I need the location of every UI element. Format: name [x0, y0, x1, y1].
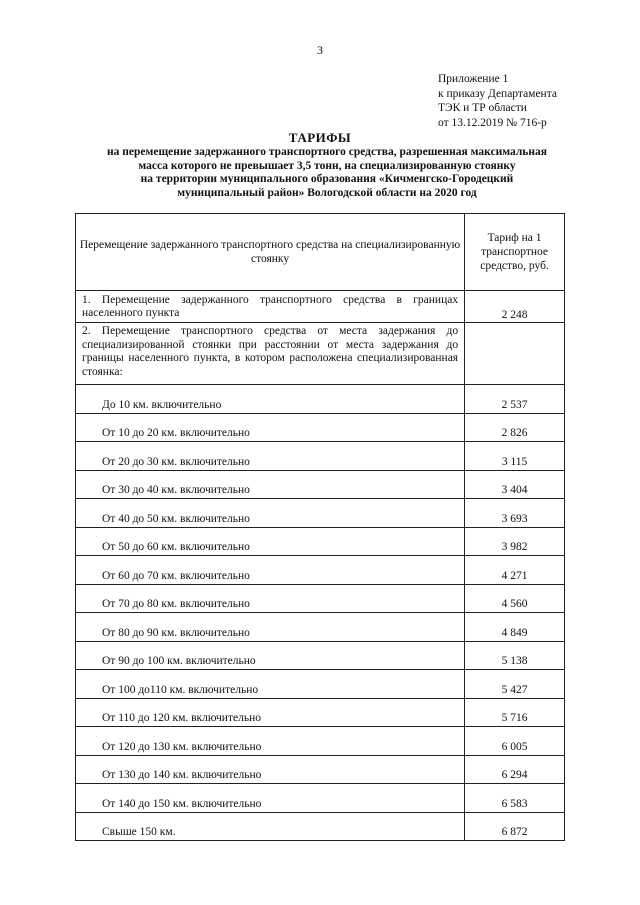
table-row — [76, 584, 565, 613]
table-row — [76, 323, 565, 385]
document-title: ТАРИФЫ — [288, 130, 352, 145]
table-row — [76, 670, 565, 699]
table-header-row — [76, 214, 565, 291]
header-tariff: Тариф на 1 транспортное средство, руб. — [465, 214, 565, 291]
table-row — [76, 413, 565, 442]
table-row — [76, 499, 565, 528]
distance-label: От 70 до 80 км. включительно — [76, 584, 465, 613]
distance-label: От 40 до 50 км. включительно — [76, 499, 465, 528]
row-tariff-empty — [465, 323, 565, 385]
distance-label: От 120 до 130 км. включительно — [76, 727, 465, 756]
distance-label: От 20 до 30 км. включительно — [76, 442, 465, 471]
table-row — [76, 641, 565, 670]
document-subtitle — [80, 146, 574, 200]
distance-tariff: 6 583 — [465, 784, 565, 813]
distance-tariff: 3 404 — [465, 470, 565, 499]
distance-tariff: 2 826 — [465, 413, 565, 442]
table-row — [76, 698, 565, 727]
row-description: 2. Перемещение транспортного средства от места задержания до специализированной стоянки при расстоянии от места задержания до границы населенного пункта, в котором расположена специализированная стоянка: — [76, 323, 465, 385]
distance-tariff: 5 138 — [465, 641, 565, 670]
row-description: 1. Перемещение задержанного транспортного средства в границах населенного пункта — [76, 291, 465, 323]
table-row — [76, 784, 565, 813]
page-number: 3 — [317, 43, 323, 57]
distance-label: От 80 до 90 км. включительно — [76, 613, 465, 642]
distance-tariff: 3 693 — [465, 499, 565, 528]
table-row — [76, 613, 565, 642]
distance-label: От 10 до 20 км. включительно — [76, 413, 465, 442]
distance-label: От 30 до 40 км. включительно — [76, 470, 465, 499]
table-row — [76, 442, 565, 471]
distance-tariff: 3 115 — [465, 442, 565, 471]
tariff-table — [75, 213, 565, 841]
distance-tariff: 6 005 — [465, 727, 565, 756]
distance-label: От 60 до 70 км. включительно — [76, 556, 465, 585]
distance-label: От 110 до 120 км. включительно — [76, 698, 465, 727]
distance-tariff: 3 982 — [465, 527, 565, 556]
table-row — [76, 470, 565, 499]
header-description: Перемещение задержанного транспортного средства на специализированную стоянку — [76, 214, 465, 291]
distance-label: Свыше 150 км. — [76, 812, 465, 841]
table-row — [76, 527, 565, 556]
distance-tariff: 6 294 — [465, 755, 565, 784]
distance-label: От 90 до 100 км. включительно — [76, 641, 465, 670]
row-tariff: 2 248 — [465, 291, 565, 323]
appendix-line: ТЭК и ТР области — [438, 102, 527, 114]
subtitle-line: на территории муниципального образования «Кичменгско-Городецкий — [140, 173, 514, 186]
table-row — [76, 727, 565, 756]
distance-label: От 140 до 150 км. включительно — [76, 784, 465, 813]
distance-tariff: 4 560 — [465, 584, 565, 613]
table-row — [76, 385, 565, 414]
distance-tariff: 5 716 — [465, 698, 565, 727]
distance-label: До 10 км. включительно — [76, 385, 465, 414]
subtitle-line: на перемещение задержанного транспортного средства, разрешенная максимальная — [107, 146, 547, 158]
appendix-line: Приложение 1 — [438, 73, 509, 85]
distance-label: От 130 до 140 км. включительно — [76, 755, 465, 784]
subtitle-line: масса которого не превышает 3,5 тонн, на специализированную стоянку — [138, 159, 516, 172]
distance-tariff: 4 271 — [465, 556, 565, 585]
distance-tariff: 2 537 — [465, 385, 565, 414]
appendix-line: от 13.12.2019 № 716-р — [438, 116, 547, 129]
distance-tariff: 4 849 — [465, 613, 565, 642]
table-row — [76, 556, 565, 585]
distance-tariff: 5 427 — [465, 670, 565, 699]
appendix-line: к приказу Департамента — [438, 87, 557, 100]
distance-label: От 100 до110 км. включительно — [76, 670, 465, 699]
distance-label: От 50 до 60 км. включительно — [76, 527, 465, 556]
subtitle-line: муниципальный район» Вологодской области на 2020 год — [177, 186, 477, 199]
appendix-block — [438, 72, 638, 130]
table-row — [76, 291, 565, 323]
table-row — [76, 812, 565, 841]
table-row — [76, 755, 565, 784]
distance-tariff: 6 872 — [465, 812, 565, 841]
